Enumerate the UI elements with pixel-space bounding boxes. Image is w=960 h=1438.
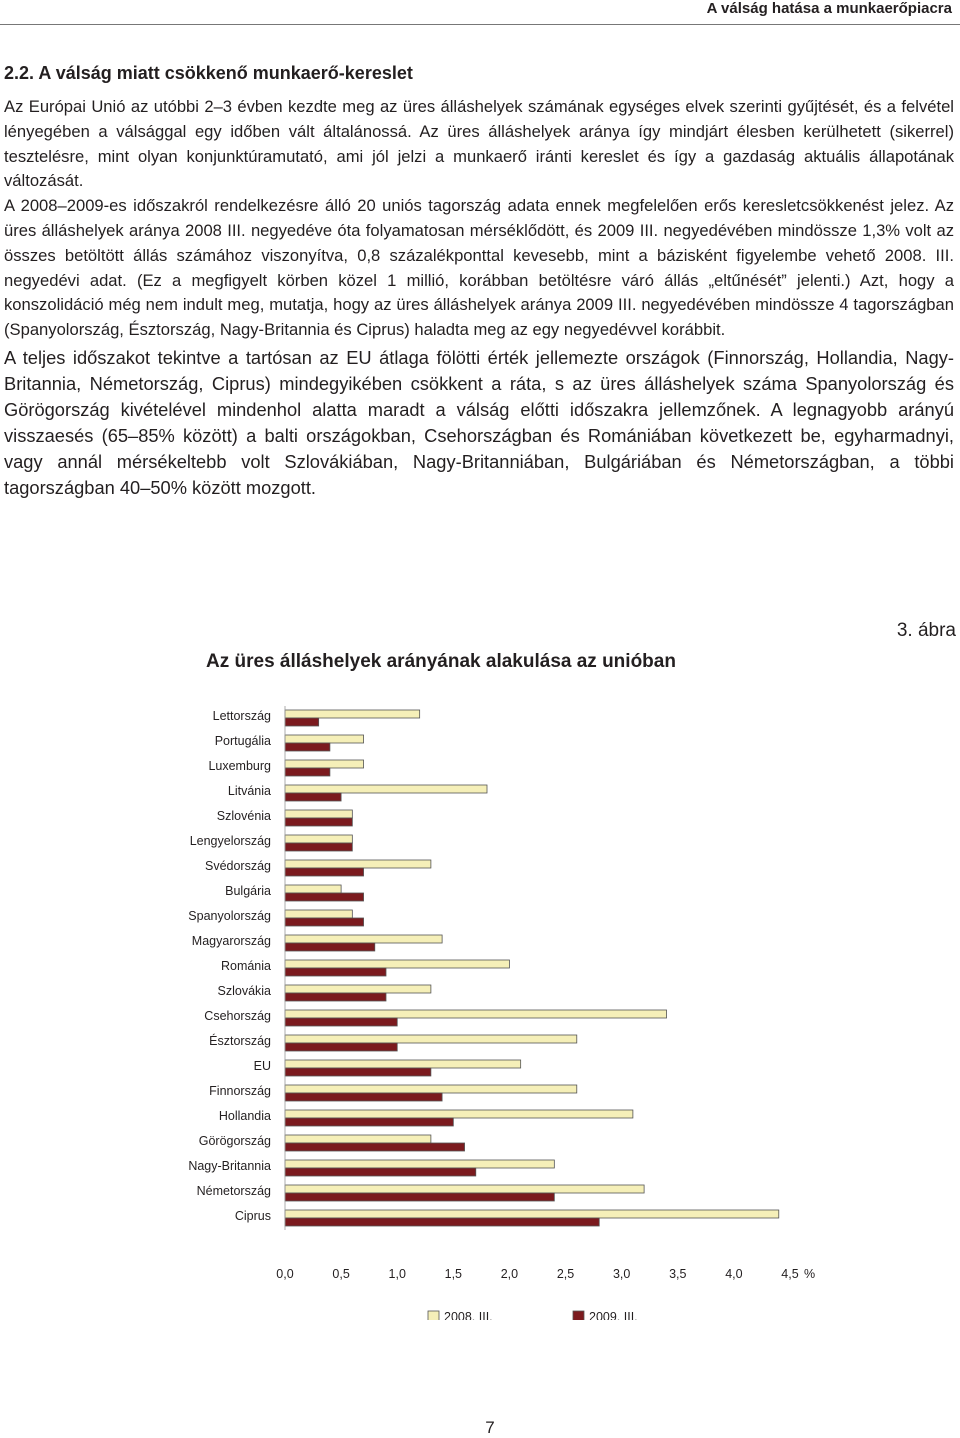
category-label: Csehország xyxy=(204,1009,271,1023)
x-tick-label: 1,5 xyxy=(444,1267,463,1281)
bar xyxy=(285,1060,521,1068)
bar xyxy=(285,910,352,918)
bar xyxy=(285,1118,453,1126)
category-label: Szlovákia xyxy=(217,984,271,998)
bar xyxy=(285,893,364,901)
bar xyxy=(285,1110,633,1118)
bar xyxy=(285,835,352,843)
category-label: Lengyelország xyxy=(189,834,271,848)
figure-number: 3. ábra xyxy=(896,620,956,641)
category-label: Luxemburg xyxy=(208,759,271,773)
legend-swatch xyxy=(428,1311,439,1320)
x-tick-label: 3,0 xyxy=(612,1267,631,1281)
bar xyxy=(285,1093,442,1101)
bar xyxy=(285,1035,577,1043)
bar xyxy=(285,1135,431,1143)
paragraph: A teljes időszakot tekintve a tartósan az EU átlaga fölötti érték jellemezte országok (Finnország, Hollandia, Nagy-Britannia, Németország, Ciprus) mindegyikében csökkent a ráta, s az üres álláshelyek száma Spanyolország és Görögország kivételével mindenhol alatta maradt a válság előtti időszakra jellemzőnek. A legnagyobb arányú visszaesés (65–85% között) a balti országokban, Csehországban és Romániában következett be, egyharmadnyi, vagy annál mérsékeltebb volt Szlovákiában, Nagy-Britanniában, Bulgáriában és Németországban, a többi tagországban 40–50% között mozgott. xyxy=(4,346,954,498)
bar xyxy=(285,1085,577,1093)
x-tick-label: 0,0 xyxy=(276,1267,294,1281)
bar xyxy=(285,968,386,976)
category-label: Finnország xyxy=(209,1084,271,1098)
bar xyxy=(285,810,352,818)
x-tick-label: 4,0 xyxy=(725,1267,743,1281)
bar-chart xyxy=(0,690,960,1320)
category-label: Bulgária xyxy=(225,884,271,898)
category-label: Portugália xyxy=(214,734,271,748)
category-label: Litvánia xyxy=(227,784,271,798)
bar xyxy=(285,943,375,951)
bar xyxy=(285,918,364,926)
category-label: Nagy-Britannia xyxy=(188,1159,271,1173)
x-tick-label: 2,5 xyxy=(556,1267,575,1281)
bar xyxy=(285,1143,465,1151)
bar xyxy=(285,768,330,776)
category-label: Szlovénia xyxy=(216,809,271,823)
x-tick-label: 1,0 xyxy=(388,1267,406,1281)
paragraph: Az Európai Unió az utóbbi 2–3 évben kezdte meg az üres álláshelyek számának egységes elvek szerinti gyűjtését, és a felvétel lényegében a válsággal egy időben vált általánossá. Az üres álláshelyek aránya így mindjárt élesben kerülhetett (sikerrel) tesztelésre, mint olyan konjunktúramutató, ami jól jelzi a munkaerő iránti kereslet és így a gazdaság aktuális állapotának változását. xyxy=(4,97,954,191)
legend-label: 2008. III. xyxy=(444,1310,493,1320)
bar xyxy=(285,985,431,993)
category-label: Spanyolország xyxy=(188,909,271,923)
bar xyxy=(285,760,364,768)
paragraph: A 2008–2009-es időszakról rendelkezésre álló 20 uniós tagország adata ennek megfelelően erős keresletcsökkenést jelez. Az üres álláshelyek aránya 2008 III. negyedéve óta folyamatosan mérséklődött, és 2009 III. negyedévében mindössze 1,3% volt az összes betöltött állás számához viszonyítva, 0,8 százalékponttal kevesebb, mint a bázisként figyelembe vehető 2008. III. negyedévi adat. (Ez a megfigyelt körben közel 1 millió, korábban betöltésre váró állás „eltűnését” jelenti.) Azt, hogy a konszolidáció még nem indult meg, mutatja, hogy az üres álláshelyek aránya 2009 III. negyedévében mindössze 4 tagországban (Spanyolország, Észtország, Nagy-Britannia és Ciprus) haladta meg az egy negyedévvel korábbit. xyxy=(4,196,954,340)
header-rule xyxy=(0,24,960,25)
category-label: Észtország xyxy=(209,1034,271,1048)
legend-swatch xyxy=(573,1311,584,1320)
category-label: Németország xyxy=(196,1184,271,1198)
category-label: Románia xyxy=(220,959,271,973)
category-label: Svédország xyxy=(204,859,271,873)
bar xyxy=(285,1193,554,1201)
bar xyxy=(285,935,442,943)
category-label: Hollandia xyxy=(218,1109,271,1123)
bar xyxy=(285,1160,554,1168)
bar xyxy=(285,793,341,801)
bar xyxy=(285,718,319,726)
bar xyxy=(285,1010,667,1018)
bar xyxy=(285,1068,431,1076)
category-label: Görögország xyxy=(198,1134,271,1148)
chart-title: Az üres álláshelyek arányának alakulása az unióban xyxy=(206,651,676,672)
running-header: A válság hatása a munkaerőpiacra xyxy=(706,0,952,17)
body-text xyxy=(4,95,954,501)
bar xyxy=(285,1018,397,1026)
category-label: Lettország xyxy=(212,709,271,723)
bar xyxy=(285,710,420,718)
bar xyxy=(285,818,352,826)
bar xyxy=(285,1043,397,1051)
page-number: 7 xyxy=(485,1418,495,1437)
bar xyxy=(285,860,431,868)
bar xyxy=(285,1168,476,1176)
section-title: 2.2. A válság miatt csökkenő munkaerő-kereslet xyxy=(4,63,413,83)
bar xyxy=(285,843,352,851)
bar xyxy=(285,993,386,1001)
bar xyxy=(285,1218,599,1226)
x-tick-label: 2,0 xyxy=(500,1267,519,1281)
bar xyxy=(285,1210,779,1218)
bar xyxy=(285,960,509,968)
bar xyxy=(285,868,364,876)
legend-label: 2009. III. xyxy=(589,1310,638,1320)
bar xyxy=(285,1185,644,1193)
category-label: EU xyxy=(253,1059,271,1073)
x-tick-label: 3,5 xyxy=(669,1267,687,1281)
x-tick-label: 4,5 xyxy=(781,1267,799,1281)
bar xyxy=(285,735,364,743)
x-tick-label: 0,5 xyxy=(332,1267,350,1281)
category-label: Ciprus xyxy=(234,1209,271,1223)
bar xyxy=(285,743,330,751)
x-unit-label: % xyxy=(804,1267,816,1281)
bar xyxy=(285,785,487,793)
bar xyxy=(285,885,341,893)
category-label: Magyarország xyxy=(191,934,271,948)
